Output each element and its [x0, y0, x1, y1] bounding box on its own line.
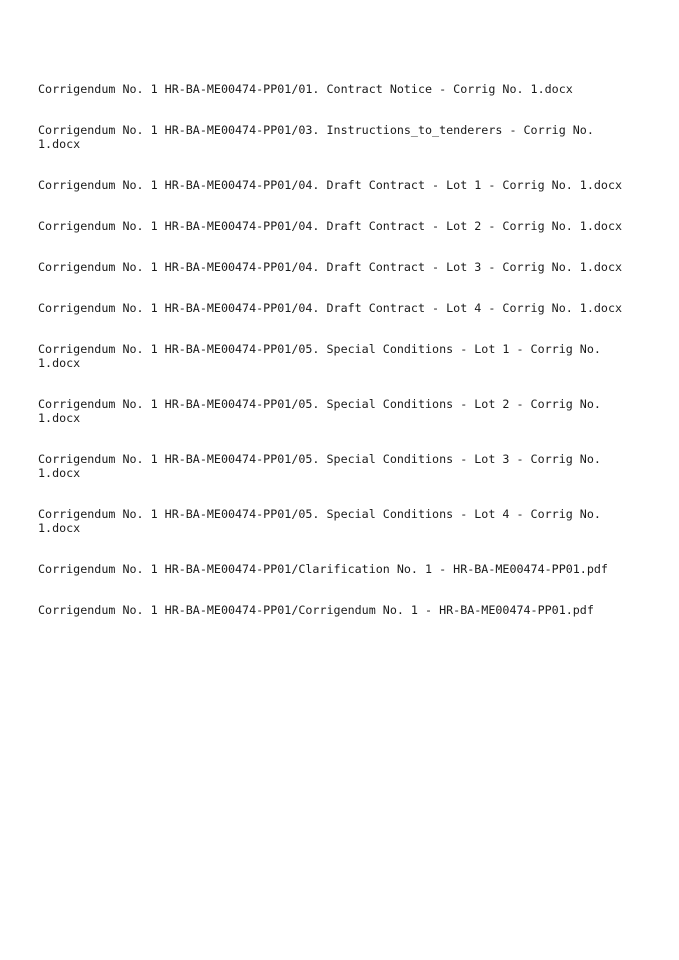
file-entry-special-conditions-lot-3: Corrigendum No. 1 HR-BA-ME00474-PP01/05. Special Conditions - Lot 3 - Corrig No. 1.docx — [38, 452, 601, 480]
file-entry-corrigendum-no-1: Corrigendum No. 1 HR-BA-ME00474-PP01/Corrigendum No. 1 - HR-BA-ME00474-PP01.pdf — [38, 603, 594, 617]
file-entry-contract-notice: Corrigendum No. 1 HR-BA-ME00474-PP01/01. Contract Notice - Corrig No. 1.docx — [38, 82, 573, 96]
file-entry-instructions-to-tenderers: Corrigendum No. 1 HR-BA-ME00474-PP01/03. Instructions_to_tenderers - Corrig No. 1.docx — [38, 123, 594, 151]
file-entry-draft-contract-lot-4: Corrigendum No. 1 HR-BA-ME00474-PP01/04. Draft Contract - Lot 4 - Corrig No. 1.docx — [38, 301, 623, 315]
file-entry-special-conditions-lot-2: Corrigendum No. 1 HR-BA-ME00474-PP01/05. Special Conditions - Lot 2 - Corrig No. 1.docx — [38, 397, 601, 425]
file-entry-draft-contract-lot-3: Corrigendum No. 1 HR-BA-ME00474-PP01/04. Draft Contract - Lot 3 - Corrig No. 1.docx — [38, 260, 623, 274]
file-entry-special-conditions-lot-4: Corrigendum No. 1 HR-BA-ME00474-PP01/05. Special Conditions - Lot 4 - Corrig No. 1.docx — [38, 507, 601, 535]
file-list — [38, 82, 643, 644]
file-entry-draft-contract-lot-2: Corrigendum No. 1 HR-BA-ME00474-PP01/04. Draft Contract - Lot 2 - Corrig No. 1.docx — [38, 219, 623, 233]
file-entry-draft-contract-lot-1: Corrigendum No. 1 HR-BA-ME00474-PP01/04. Draft Contract - Lot 1 - Corrig No. 1.docx — [38, 178, 623, 192]
file-entry-special-conditions-lot-1: Corrigendum No. 1 HR-BA-ME00474-PP01/05. Special Conditions - Lot 1 - Corrig No. 1.docx — [38, 342, 601, 370]
file-entry-clarification-no-1: Corrigendum No. 1 HR-BA-ME00474-PP01/Clarification No. 1 - HR-BA-ME00474-PP01.pdf — [38, 562, 608, 576]
